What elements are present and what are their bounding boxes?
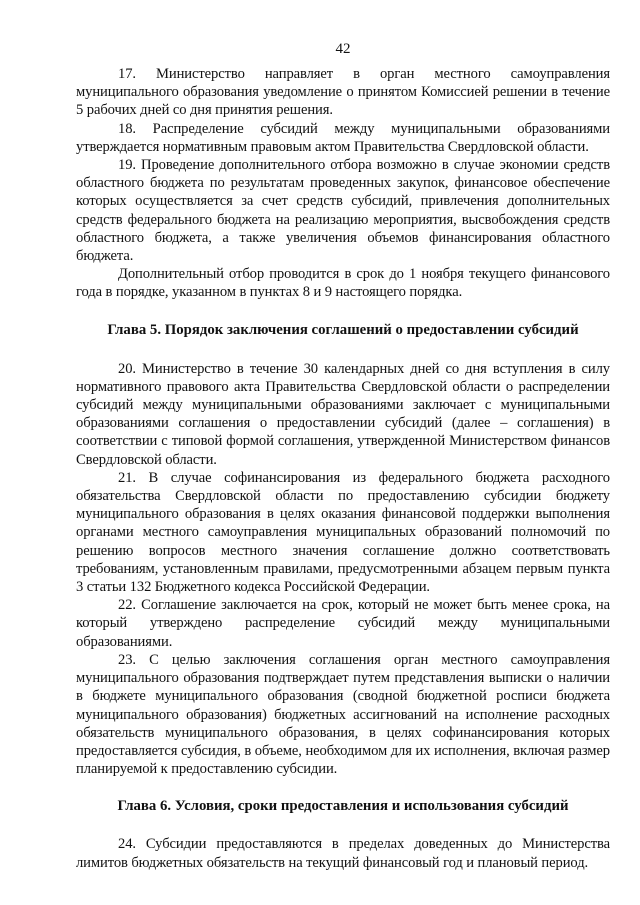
paragraph-19: 19. Проведение дополнительного отбора возможно в случае экономии средств областного бюджета по результатам проведенных закупок, финансовое обеспечение которых осуществляется за счет средств субсидий, привлечения дополнительных средств федерального бюджета на реализацию мероприятия, высвобождения средств областного бюджета, а также увеличения объемов финансирования областного бюджета. <box>76 157 610 265</box>
paragraph-24: 24. Субсидии предоставляются в пределах доведенных до Министерства лимитов бюджетных обязательств на текущий финансовый год и плановый период. <box>76 836 610 871</box>
paragraph-22: 22. Соглашение заключается на срок, который не может быть менее срока, на который утверждено распределение субсидий между муниципальными образованиями. <box>76 597 610 650</box>
document-page <box>76 40 610 872</box>
paragraph-17: 17. Министерство направляет в орган местного самоуправления муниципального образования уведомление о принятом Комиссией решении в течение 5 рабочих дней со дня принятия решения. <box>76 66 610 119</box>
page-number: 42 <box>335 41 351 57</box>
paragraph-18: 18. Распределение субсидий между муниципальными образованиями утверждается нормативным правовым актом Правительства Свердловской области. <box>76 120 610 155</box>
chapter-5-heading: Глава 5. Порядок заключения соглашений о предоставлении субсидий <box>107 321 579 338</box>
paragraph-20: 20. Министерство в течение 30 календарных дней со дня вступления в силу нормативного правового акта Правительства Свердловской области о распределении субсидий между муниципальными образованиями заключает с муниципальными образованиями соглашения о предоставлении субсидий (далее – соглашения) в соответствии с типовой формой соглашения, утвержденной Министерством финансов Свердловской области. <box>76 360 610 468</box>
paragraph-21: 21. В случае софинансирования из федерального бюджета расходного обязательства Свердловской области по предоставлению субсидии бюджету муниципального образования в целях оказания финансовой поддержки выполнения органами местного самоуправления муниципальных образований полномочий по решению вопросов местного значения соглашение должно соответствовать требованиям, установленным правилами, предусмотренными абзацем первым пункта 3 статьи 132 Бюджетного кодекса Российской Федерации. <box>76 469 610 596</box>
chapter-6-heading: Глава 6. Условия, сроки предоставления и использования субсидий <box>117 798 569 815</box>
paragraph-additional-selection: Дополнительный отбор проводится в срок до 1 ноября текущего финансового года в порядке, указанном в пунктах 8 и 9 настоящего порядка. <box>76 266 610 301</box>
paragraph-23: 23. С целью заключения соглашения орган местного самоуправления муниципального образования подтверждает путем представления выписки о наличии в бюджете муниципального образования (сводной бюджетной росписи бюджета муниципального образования) бюджетных ассигнований на исполнение расходных обязательств муниципального образования, в целях софинансирования которых предоставляется субсидия, в объеме, необходимом для их исполнения, включая размер планируемой к предоставлению субсидии. <box>76 651 610 778</box>
